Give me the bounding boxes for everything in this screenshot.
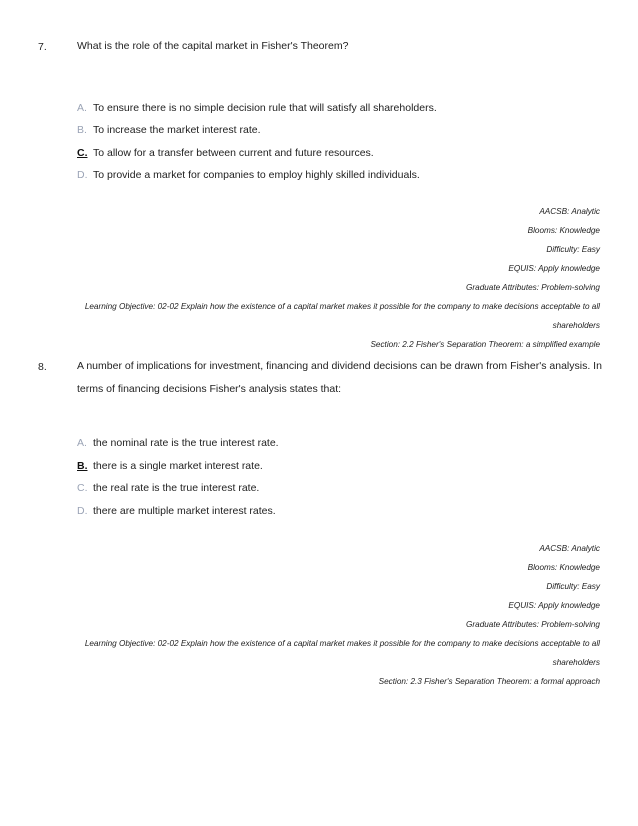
tag-section: Section: 2.2 Fisher's Separation Theorem: a simplified example — [370, 340, 600, 349]
tag-difficulty: Difficulty: Easy — [546, 582, 600, 591]
option-text: the nominal rate is the true interest rate. — [93, 437, 279, 449]
tag-equis: EQUIS: Apply knowledge — [508, 601, 600, 610]
option-text: To increase the market interest rate. — [93, 124, 261, 136]
option-letter: D. — [77, 169, 88, 181]
option-b — [77, 124, 261, 136]
tag-aacsb: AACSB: Analytic — [539, 544, 600, 553]
option-letter: A. — [77, 102, 87, 114]
option-a — [77, 102, 437, 114]
option-text: To provide a market for companies to employ highly skilled individuals. — [93, 169, 420, 181]
option-text: there is a single market interest rate. — [93, 460, 263, 472]
tag-learning-objective: Learning Objective: 02-02 Explain how the existence of a capital market makes it possible for the company to make decisions acceptable to all shareholders — [84, 639, 600, 667]
question-text: What is the role of the capital market in Fisher's Theorem? — [77, 40, 349, 52]
option-text: To allow for a transfer between current and future resources. — [93, 147, 374, 159]
tag-learning-objective: Learning Objective: 02-02 Explain how the existence of a capital market makes it possible for the company to make decisions acceptable to all shareholders — [84, 302, 600, 330]
tag-difficulty: Difficulty: Easy — [546, 245, 600, 254]
option-letter: C. — [77, 482, 88, 494]
tag-equis: EQUIS: Apply knowledge — [508, 264, 600, 273]
correct-option-letter: C. — [77, 147, 88, 159]
tag-graduate-attributes: Graduate Attributes: Problem-solving — [466, 620, 600, 629]
option-letter: B. — [77, 124, 87, 136]
option-text: To ensure there is no simple decision rule that will satisfy all shareholders. — [93, 102, 437, 114]
option-letter: A. — [77, 437, 87, 449]
tag-aacsb: AACSB: Analytic — [539, 207, 600, 216]
option-text: there are multiple market interest rates. — [93, 505, 276, 517]
question-text: A number of implications for investment, financing and dividend decisions can be drawn from Fisher's analysis. In terms of financing decisions Fisher's analysis states that: — [77, 360, 602, 395]
option-letter: D. — [77, 505, 88, 517]
option-c-correct — [77, 147, 374, 159]
option-c — [77, 482, 259, 494]
question-number: 7. — [38, 41, 47, 53]
option-b-correct — [77, 460, 263, 472]
option-a — [77, 437, 279, 449]
option-text: the real rate is the true interest rate. — [93, 482, 260, 494]
tag-blooms: Blooms: Knowledge — [527, 563, 600, 572]
correct-option-letter: B. — [77, 460, 88, 472]
option-d — [77, 505, 276, 517]
tag-section: Section: 2.3 Fisher's Separation Theorem: a formal approach — [378, 677, 600, 686]
option-d — [77, 169, 420, 181]
tag-graduate-attributes: Graduate Attributes: Problem-solving — [466, 283, 600, 292]
tag-blooms: Blooms: Knowledge — [527, 226, 600, 235]
question-number: 8. — [38, 361, 47, 373]
